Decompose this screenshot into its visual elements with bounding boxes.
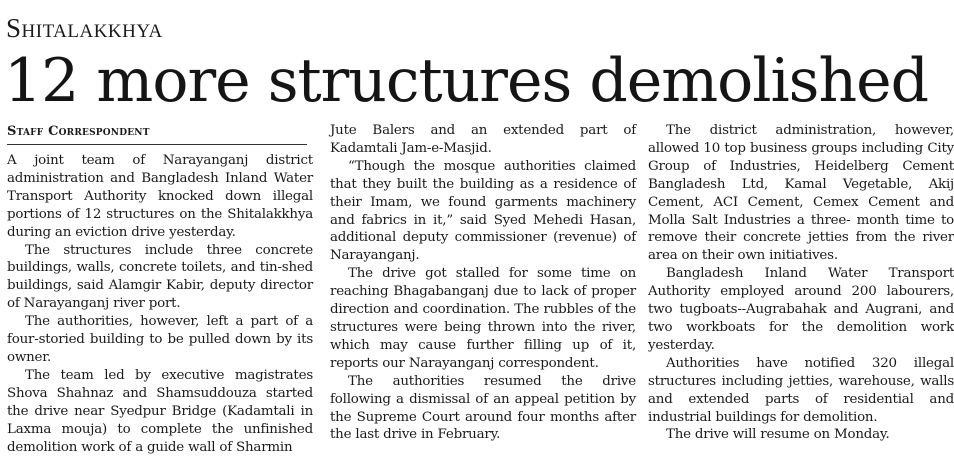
- article-column-1: [7, 124, 313, 456]
- paragraph: Bangladesh Inland Water Transport Authority employed around 200 labourers, two tugboats--Augrabahak and Augrani, and two workboats for the demolition work yesterday.: [648, 266, 954, 353]
- paragraph: Jute Balers and an extended part of Kadamtali Jam-e-Masjid.: [330, 123, 636, 156]
- article-kicker: Shitalakkhya: [6, 13, 163, 43]
- article-headline: 12 more structures demolished: [4, 46, 928, 116]
- paragraph: A joint team of Narayanganj district administration and Bangladesh Inland Water Transport Authority knocked down illegal portions of 12 structures on the Shitalakkhya during an eviction drive yesterday.: [7, 153, 313, 240]
- paragraph: The authorities, however, left a part of a four-storied building to be pulled down by its owner.: [7, 314, 313, 365]
- paragraph: The authorities resumed the drive following a dismissal of an appeal petition by the Supreme Court around four months after the last drive in February.: [330, 373, 636, 443]
- paragraph: The drive will resume on Monday.: [666, 427, 890, 443]
- article-column-3: [648, 122, 954, 444]
- paragraph: “Though the mosque authorities claimed that they built the building as a residence of their Imam, we found garments machinery and fabrics in it,” said Syed Mehedi Hasan, additional deputy commissioner (revenue) of Narayanganj.: [330, 158, 636, 264]
- article-column-2: [330, 122, 636, 444]
- article-byline: Staff Correspondent: [7, 124, 307, 145]
- paragraph: Authorities have notified 320 illegal structures including jetties, warehouse, walls and extended parts of residential and industrial buildings for demolition.: [648, 355, 954, 425]
- paragraph: The district administration, however, allowed 10 top business groups including City Group of Industries, Heidelberg Cement Bangladesh Ltd, Kamal Vegetable, Akij Cement, ACI Cement, Cemex Cement and Molla Salt Industries a three- month time to remove their concrete jetties from the river area on their own initiatives.: [648, 123, 954, 264]
- paragraph: The team led by executive magistrates Shova Shahnaz and Shamsuddouza started the drive near Syedpur Bridge (Kadamtali in Laxma mouja) to complete the unfinished demolition work of a guide wall of Sharmin: [7, 367, 313, 455]
- paragraph: The structures include three concrete buildings, walls, concrete toilets, and tin-shed buildings, said Alamgir Kabir, deputy director of Narayanganj river port.: [7, 242, 313, 312]
- paragraph: The drive got stalled for some time on reaching Bhagabanganj due to lack of proper direction and coordination. The rubbles of the structures were being thrown into the river, which may cause further filling up of it, reports our Narayanganj correspondent.: [330, 266, 636, 371]
